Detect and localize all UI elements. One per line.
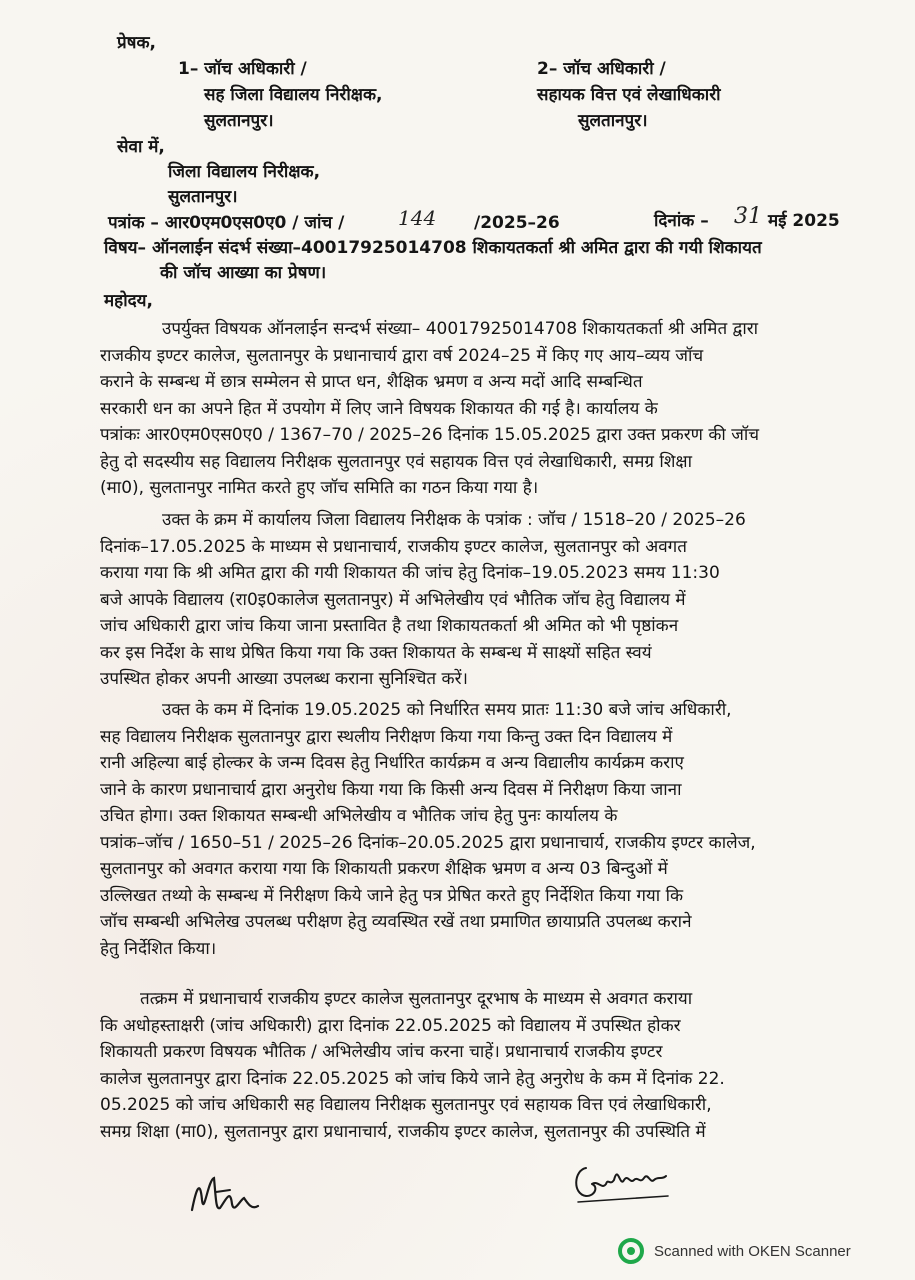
paragraph-line: राजकीय इण्टर कालेज, सुलतानपुर के प्रधानाचार्य द्वारा वर्ष 2024–25 में किए गए आय–व्यय जॉच: [100, 345, 704, 366]
paragraph-line: सुलतानपुर को अवगत कराया गया कि शिकायती प्रकरण शैक्षिक भ्रमण व अन्य 03 बिन्दुओं में: [100, 859, 668, 879]
patrank-prefix: पत्रांक – आर0एम0एस0ए0 / जांच /: [108, 213, 345, 233]
paragraph-line: जॉच सम्बन्धी अभिलेख उपलब्ध परीक्षण हेतु व्यवस्थित रखें तथा प्रमाणित छायाप्रति उपलब्ध कराने: [100, 912, 692, 932]
paragraph-line: सरकारी धन का अपने हित में उपयोग में लिए जाने विषयक शिकायत की गई है। कार्यालय के: [100, 398, 658, 419]
date-day-handwritten: 31: [734, 204, 762, 229]
date-suffix: मई 2025: [768, 211, 840, 231]
paragraph-line: जाने के कारण प्रधानाचार्य द्वारा अनुरोध किया गया कि किसी अन्य दिवस में निरीक्षण किया जाना: [100, 779, 682, 800]
paragraph-line: उपर्युक्त विषयक ऑनलाईन सन्दर्भ संख्या– 40017925014708 शिकायतकर्ता श्री अमित द्वारा: [162, 319, 759, 339]
sender-label: प्रेषक,: [117, 33, 157, 53]
salutation: महोदय,: [104, 291, 153, 311]
paragraph-line: पत्रांक–जॉच / 1650–51 / 2025–26 दिनांक–20.05.2025 द्वारा प्रधानाचार्य, राजकीय इण्टर कालेज,: [100, 832, 756, 853]
officer-2-designation: सहायक वित्त एवं लेखाधिकारी: [537, 85, 721, 105]
paragraph-line: कि अधोहस्ताक्षरी (जांच अधिकारी) द्वारा दिनांक 22.05.2025 को विद्यालय में उपस्थित होकर: [100, 1015, 681, 1036]
paragraph-line: दिनांक–17.05.2025 के माध्यम से प्रधानाचार्य, राजकीय इण्टर कालेज, सुलतानपुर को अवगत: [100, 536, 687, 557]
paragraph-line: उल्लिखत तथ्यो के सम्बन्ध में निरीक्षण किये जाने हेतु पत्र प्रेषित करते हुए निर्देशित किया गया कि: [100, 885, 684, 906]
recipient-line-2: सुलतानपुर।: [168, 187, 238, 207]
subject-line-2: की जॉच आख्या का प्रेषण।: [160, 263, 327, 283]
paragraph-line: उपस्थित होकर अपनी आख्या उपलब्ध कराना सुनिश्चित करें।: [100, 669, 468, 689]
right-signature-scribble: [568, 1150, 678, 1210]
paragraph-line: उचित होगा। उक्त शिकायत सम्बन्धी अभिलेखीय व भौतिक जांच हेतु पुनः कार्यालय के: [100, 806, 618, 826]
paragraph-line: कराने के सम्बन्ध में छात्र सम्मेलन से प्राप्त धन, शैक्षिक भ्रमण व अन्य मदों आदि सम्बन्धित: [100, 372, 643, 392]
paragraph-line: रानी अहिल्या बाई होल्कर के जन्म दिवस हेतु निर्धारित कार्यक्रम व अन्य विद्यालीय कार्यक्रम कराए: [100, 753, 684, 773]
officer-1-designation: सह जिला विद्यालय निरीक्षक,: [204, 85, 383, 105]
recipient-line-1: जिला विद्यालय निरीक्षक,: [168, 162, 321, 182]
paragraph-line: (मा0), सुलतानपुर नामित करते हुए जॉच समिति का गठन किया गया है।: [100, 478, 539, 498]
officer-1-title: 1– जॉच अधिकारी /: [178, 59, 307, 79]
oken-scanner-logo-icon: [618, 1238, 644, 1264]
officer-1-place: सुलतानपुर।: [204, 111, 274, 131]
paragraph-line: शिकायती प्रकरण विषयक भौतिक / अभिलेखीय जांच करना चाहें। प्रधानाचार्य राजकीय इण्टर: [100, 1042, 663, 1062]
date-prefix: दिनांक –: [654, 211, 709, 231]
paragraph-line: जांच अधिकारी द्वारा जांच किया जाना प्रस्तावित है तथा शिकायतकर्ता श्री अमित को भी पृष्ठांकन: [100, 616, 679, 636]
patrank-number-handwritten: 144: [398, 206, 437, 230]
scanner-label: Scanned with OKEN Scanner: [654, 1242, 851, 1260]
paragraph-line: पत्रांकः आर0एम0एस0ए0 / 1367–70 / 2025–26 दिनांक 15.05.2025 द्वारा उक्त प्रकरण की जॉच: [100, 425, 760, 445]
subject-line-1: विषय– ऑनलाईन संदर्भ संख्या–40017925014708 शिकायतकर्ता श्री अमित द्वारा की गयी शिकायत: [104, 238, 762, 258]
paragraph-line: सह विद्यालय निरीक्षक सुलतानपुर द्वारा स्थलीय निरीक्षण किया गया किन्तु उक्त दिन विद्यालय में: [100, 726, 673, 747]
patrank-suffix: /2025–26: [474, 213, 560, 233]
officer-2-place: सुलतानपुर।: [578, 111, 648, 131]
body-paragraph-1: [100, 316, 890, 502]
to-label: सेवा में,: [117, 137, 165, 157]
left-signature-scribble: [186, 1170, 266, 1222]
paragraph-line: बजे आपके विद्यालय (रा0इ0कालेज सुलतानपुर) में अभिलेखीय एवं भौतिक जॉच हेतु विद्यालय में: [100, 589, 686, 610]
paragraph-line: 05.2025 को जांच अधिकारी सह विद्यालय निरीक्षक सुलतानपुर एवं सहायक वित्त एवं लेखाधिकारी,: [100, 1095, 712, 1115]
scanner-watermark: [618, 1238, 851, 1264]
paragraph-line: कराया गया कि श्री अमित द्वारा की गयी शिकायत की जांच हेतु दिनांक–19.05.2023 समय 11:30: [100, 563, 720, 583]
officer-2-title: 2– जॉच अधिकारी /: [537, 59, 666, 79]
paragraph-line: समग्र शिक्षा (मा0), सुलतानपुर द्वारा प्रधानाचार्य, राजकीय इण्टर कालेज, सुलतानपुर की उपस्थिति में: [100, 1121, 706, 1142]
paragraph-line: उक्त के क्रम में कार्यालय जिला विद्यालय निरीक्षक के पत्रांक : जॉच / 1518–20 / 2025–26: [162, 510, 746, 530]
paragraph-line: तत्क्रम में प्रधानाचार्य राजकीय इण्टर कालेज सुलतानपुर दूरभाष के माध्यम से अवगत कराया: [140, 989, 693, 1009]
paragraph-line: हेतु निर्देशित किया।: [100, 938, 217, 959]
body-paragraph-3: [100, 697, 890, 962]
paragraph-line: कर इस निर्देश के साथ प्रेषित किया गया कि उक्त शिकायत के सम्बन्ध में साक्ष्यों सहित स्वयं: [100, 642, 652, 663]
paragraph-line: कालेज सुलतानपुर द्वारा दिनांक 22.05.2025 को जांच किये जाने हेतु अनुरोध के कम में दिनांक 22.: [100, 1068, 725, 1089]
right-signature: [568, 1150, 678, 1214]
paragraph-line: हेतु दो सदस्यीय सह विद्यालय निरीक्षक सुलतानपुर एवं सहायक वित्त एवं लेखाधिकारी, समग्र शिक्षा: [100, 451, 692, 472]
left-signature: [186, 1170, 266, 1226]
paragraph-line: उक्त के कम में दिनांक 19.05.2025 को निर्धारित समय प्रातः 11:30 बजे जांच अधिकारी,: [162, 700, 732, 720]
body-paragraph-2: [100, 507, 890, 693]
body-paragraph-4: [100, 986, 890, 1145]
